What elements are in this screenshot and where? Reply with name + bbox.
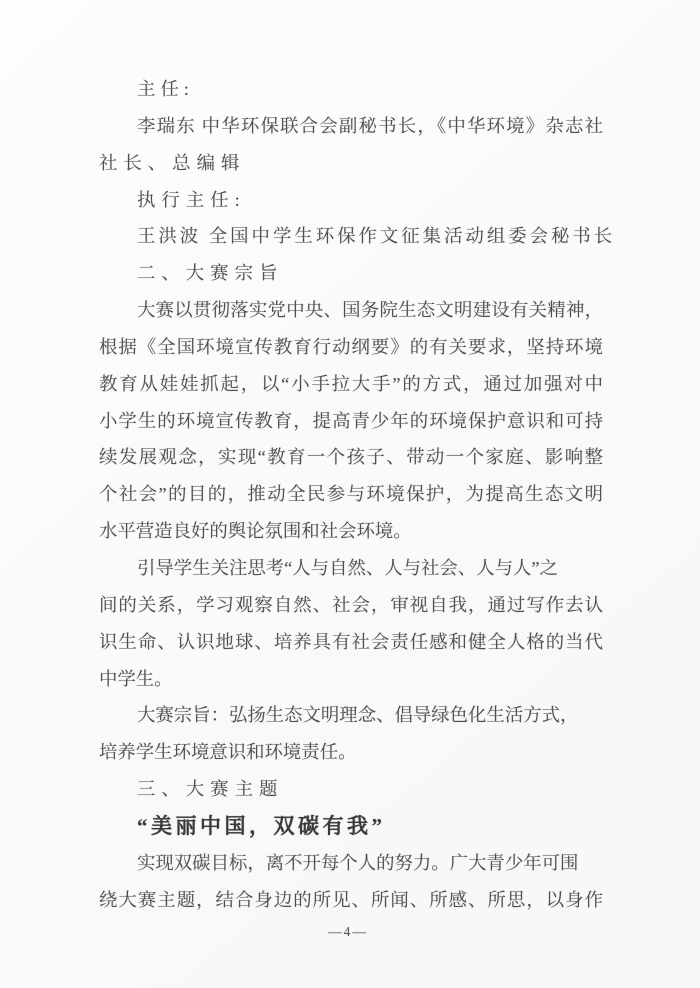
text-line: “美丽中国，双碳有我” bbox=[137, 813, 386, 838]
text-line: 大赛宗旨：弘扬生态文明理念、倡导绿色化生活方式， bbox=[137, 705, 579, 726]
text-line: 主任: bbox=[137, 79, 194, 99]
text-line: 根据《全国环境宣传教育行动纲要》的有关要求，坚持环境 bbox=[99, 336, 603, 357]
text-line: 引导学生关注思考“人与自然、人与社会、人与人”之 bbox=[137, 557, 558, 578]
text-line: 二、大赛宗旨 bbox=[137, 263, 284, 284]
text-line: 王洪波 全国中学生环保作文征集活动组委会秘书长 bbox=[137, 226, 616, 247]
page-number: —4— bbox=[328, 924, 368, 939]
document-body bbox=[99, 71, 616, 918]
text-line: 社长、总编辑 bbox=[99, 152, 246, 173]
text-line: 识生命、认识地球、培养具有社会责任感和健全人格的当代 bbox=[99, 631, 603, 652]
text-line: 李瑞东 中华环保联合会副秘书长，《中华环境》杂志社 bbox=[137, 115, 603, 136]
text-line: 三、大赛主题 bbox=[137, 779, 284, 800]
text-line: 续发展观念，实现“教育一个孩子、带动一个家庭、影响整 bbox=[99, 447, 603, 468]
text-line: 间的关系，学习观察自然、社会，审视自我，通过写作去认 bbox=[99, 594, 603, 615]
text-line: 教育从娃娃抓起，以“小手拉大手”的方式，通过加强对中 bbox=[99, 373, 603, 394]
text-line: 大赛以贯彻落实党中央、国务院生态文明建设有关精神， bbox=[137, 300, 603, 321]
text-line: 小学生的环境宣传教育，提高青少年的环境保护意识和可持 bbox=[99, 410, 603, 431]
text-line: 培养学生环境意识和环境责任。 bbox=[99, 742, 357, 763]
text-line: 个社会”的目的，推动全民参与环境保护，为提高生态文明 bbox=[99, 484, 603, 505]
text-line: 绕大赛主题，结合身边的所见、所闻、所感、所思，以身作 bbox=[99, 889, 603, 910]
text-line: 执行主任: bbox=[137, 189, 246, 210]
text-line: 实现双碳目标，离不开每个人的努力。广大青少年可围 bbox=[137, 852, 579, 873]
text-line: 水平营造良好的舆论氛围和社会环境。 bbox=[99, 521, 412, 542]
text-line: 中学生。 bbox=[99, 668, 173, 689]
